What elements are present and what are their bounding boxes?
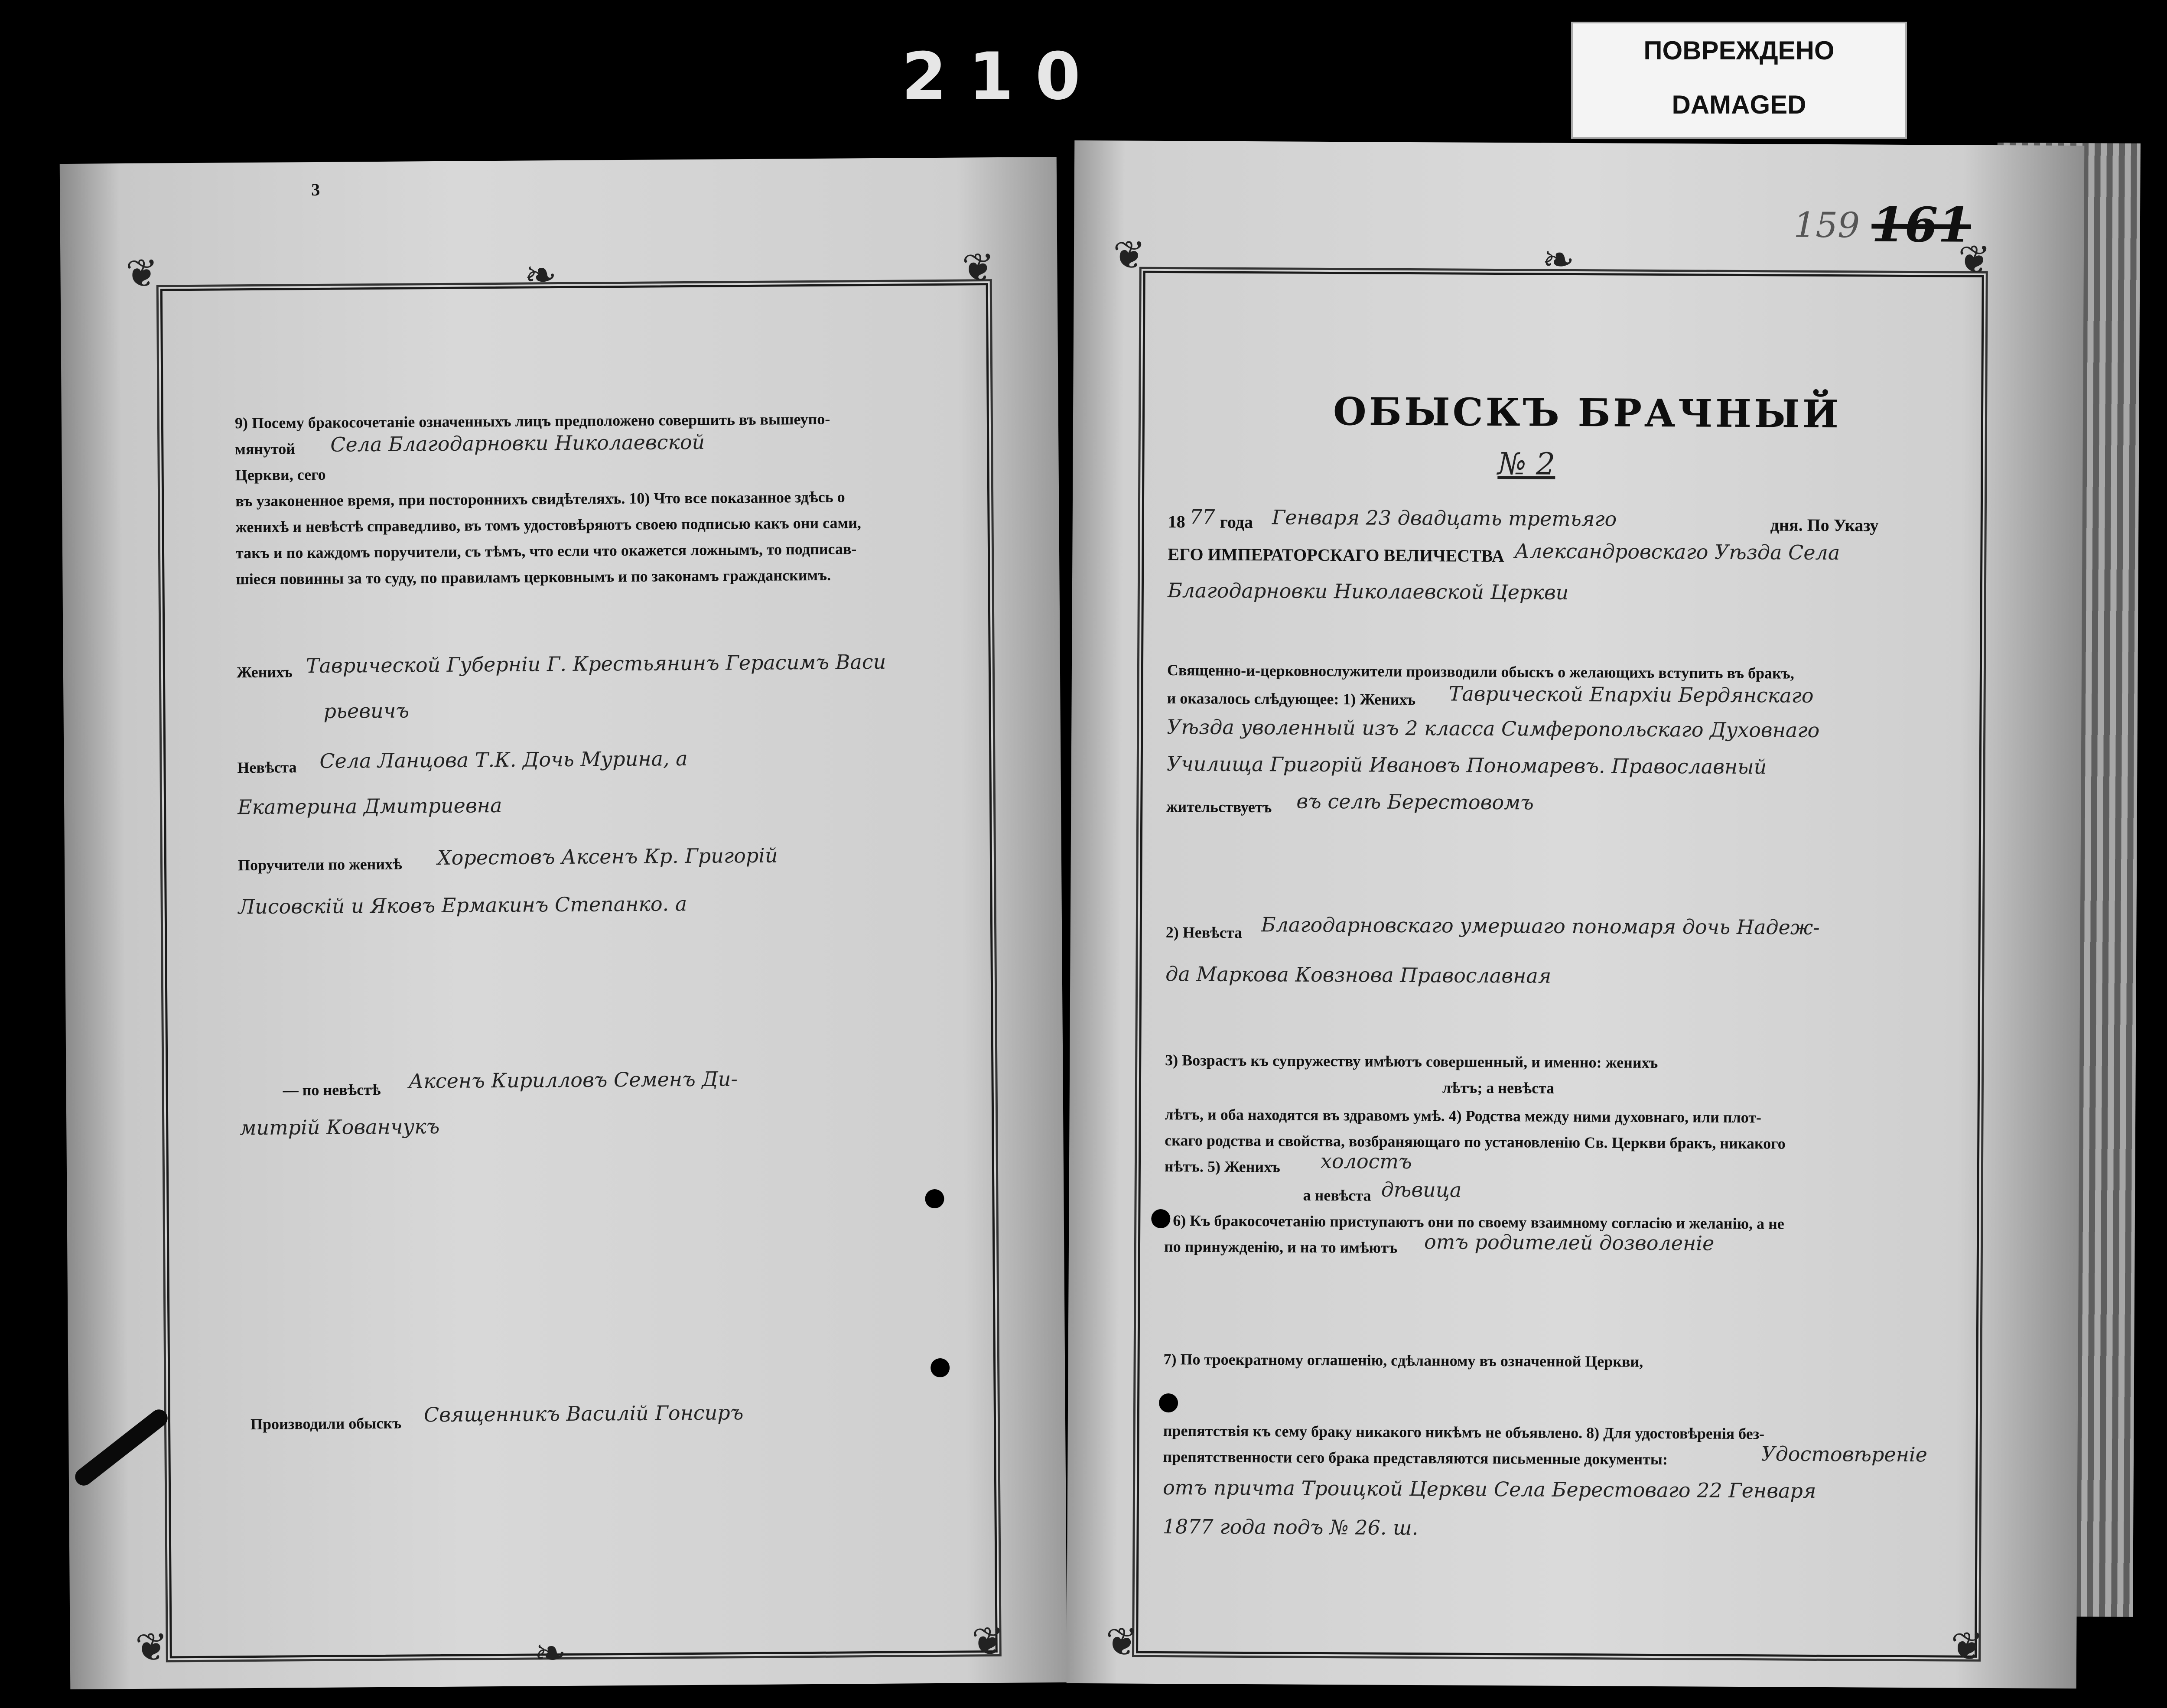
corner-ornament-icon: ❦: [125, 251, 159, 297]
guarantors-bride-handwritten: Аксенъ Кирилловъ Семенъ Ди-: [408, 1067, 738, 1093]
church-handwritten: Благодарновки Николаевской Церкви: [1167, 579, 1569, 604]
para9-line: Церкви, сего: [235, 465, 326, 484]
guarantors-groom-handwritten: Лисовскій и Яковъ Ермакинъ Степанко. а: [238, 892, 687, 919]
groom-handwritten: Училища Григорій Ивановъ Пономаревъ. Православный: [1166, 752, 1767, 779]
bride-handwritten: Села Ланцова Т.К. Дочь Мурина, а: [319, 746, 688, 773]
guarantors-groom-label: Поручители по женихѣ: [238, 855, 402, 874]
date-handwritten: Генваря 23 двадцать третьяго: [1272, 505, 1617, 531]
top-ornament-icon: ❧: [524, 252, 557, 298]
stamp-line-english: DAMAGED: [1672, 90, 1806, 119]
right-page: [1067, 140, 2085, 1688]
bride-label: Невѣста: [237, 758, 297, 777]
resides-label: жительствуетъ: [1166, 798, 1272, 816]
bride-handwritten: Благодарновскаго умершаго пономаря дочь Надеж-: [1261, 913, 1820, 939]
bride-status-handwritten: дѣвица: [1381, 1178, 1462, 1202]
stamp-line-russian: ПОВРЕЖДЕНО: [1643, 36, 1835, 65]
damaged-stamp: [1571, 22, 1907, 139]
corner-mark: 3: [311, 179, 320, 200]
church-handwritten: Александровскаго Уѣзда Села: [1514, 539, 1840, 565]
document-title: ОБЫСКЪ БРАЧНЫЙ: [1333, 389, 1842, 437]
corner-ornament-icon: ❦: [971, 1618, 1005, 1665]
date-label: года: [1220, 512, 1253, 532]
corner-ornament-icon: ❦: [1958, 237, 1991, 283]
folio-old: 159: [1793, 205, 1860, 246]
corner-ornament-icon: ❦: [135, 1624, 168, 1670]
top-ornament-icon: ❧: [1542, 237, 1575, 283]
para9-line: шіеся повинны за то суду, по правиламъ церковнымъ и по законамъ гражданскимъ.: [236, 566, 831, 588]
para9-line: въ узаконенное время, при постороннихъ свидѣтеляхъ. 10) Что все показанное здѣсь о: [235, 488, 845, 510]
bride-label: 2) Невѣста: [1165, 924, 1242, 941]
paragraph-8-line: препятствія къ сему браку никакого никѣмъ не объявлено. 8) Для удостовѣренія без-: [1163, 1422, 1765, 1443]
bottom-ornament-icon: ❧: [534, 1630, 567, 1676]
para9-line: мянутой: [235, 440, 296, 458]
documents-handwritten: отъ причта Троицкой Церкви Села Берестоваго 22 Генваря: [1162, 1476, 1816, 1503]
age-line: 3) Возрастъ къ супружеству имѣютъ совершенный, и именно: женихъ: [1165, 1051, 1658, 1072]
punch-hole: [1151, 1209, 1170, 1228]
groom-label: Женихъ: [236, 663, 293, 681]
guarantors-bride-label: — по невѣстѣ: [283, 1080, 381, 1099]
para9-line: женихѣ и невѣстѣ справедливо, въ томъ удостовѣряютъ своею подписью какъ они сами,: [235, 514, 861, 536]
clergy-line: и оказалось слѣдующее: 1) Женихъ: [1167, 690, 1416, 709]
groom-handwritten: Таврической Епархіи Бердянскаго: [1448, 682, 1814, 707]
punch-hole: [1159, 1393, 1178, 1412]
archive-sheet-number: 210: [901, 39, 1103, 114]
age-line: скаго родства и свойства, возбраняющаго по установленію Св. Церкви бракъ, никакого: [1165, 1132, 1786, 1152]
groom-handwritten: Таврической Губерніи Г. Крестьянинъ Герасимъ Васи: [306, 650, 886, 678]
paragraph-8-line: препятственности сего брака представляются письменные документы:: [1163, 1448, 1668, 1468]
age-line: а невѣста: [1303, 1186, 1371, 1204]
corner-ornament-icon: ❦: [1950, 1623, 1984, 1669]
groom-status-handwritten: холостъ: [1320, 1149, 1412, 1174]
consent-handwritten: отъ родителей дозволеніе: [1424, 1230, 1715, 1255]
date-year-handwritten: 77: [1189, 505, 1215, 529]
age-line: нѣтъ. 5) Женихъ: [1164, 1158, 1280, 1176]
left-page: [60, 157, 1067, 1689]
date-year-prefix: 18: [1168, 512, 1185, 532]
punch-hole: [925, 1189, 944, 1208]
corner-ornament-icon: ❦: [1105, 1619, 1139, 1665]
paragraph-7: 7) По троекратному оглашенію, сдѣланному въ означенной Церкви,: [1163, 1350, 1643, 1370]
para9-line: 9) Посему бракосочетаніе означенныхъ лицъ предположено совершить въ вышеупо-: [234, 410, 830, 432]
date-suffix: дня. По Указу: [1770, 515, 1879, 535]
age-line: лѣтъ, и оба находятся въ здравомъ умѣ. 4) Родства между ними духовнаго, или плот-: [1165, 1106, 1762, 1126]
resides-handwritten: въ селѣ Берестовомъ: [1296, 789, 1534, 814]
para9-line: такъ и по каждомъ поручители, съ тѣмъ, что если что окажется ложнымъ, то подписав-: [235, 540, 857, 562]
bride-handwritten: да Маркова Ковзнова Православная: [1165, 962, 1552, 988]
groom-handwritten: Уѣзда уволенный изъ 2 класса Симферопольскаго Духовнаго: [1167, 715, 1820, 742]
documents-handwritten: 1877 года подъ № 26. ш.: [1162, 1515, 1419, 1540]
imperial-label: ЕГО ИМПЕРАТОРСКАГО ВЕЛИЧЕСТВА: [1168, 544, 1504, 566]
documents-handwritten: Удостовѣреніе: [1761, 1442, 1928, 1467]
age-line: лѣтъ; а невѣста: [1442, 1079, 1555, 1097]
guarantors-groom-handwritten: Хорестовъ Аксенъ Кр. Григорій: [437, 843, 778, 870]
corner-ornament-icon: ❦: [1113, 232, 1146, 278]
age-line: 6) Къ бракосочетанію приступаютъ они по своему взаимному согласію и желанію, а не: [1173, 1212, 1784, 1233]
bride-handwritten: Екатерина Дмитриевна: [237, 793, 502, 819]
record-number: № 2: [1497, 446, 1555, 482]
age-line: по принужденію, и на то имѣютъ: [1164, 1238, 1398, 1256]
corner-ornament-icon: ❦: [962, 245, 995, 291]
folio-new: 161: [1871, 196, 1972, 253]
groom-handwritten: рьевичъ: [323, 699, 410, 723]
examiners-label: Производили обыскъ: [250, 1414, 402, 1433]
clergy-line: Священно-и-церковнослужители производили обыскъ о желающихъ вступить въ бракъ,: [1167, 661, 1794, 682]
guarantors-bride-handwritten: митрій Кованчукъ: [240, 1115, 440, 1140]
church-handwritten: Села Благодарновки Николаевской: [330, 430, 705, 456]
examiners-handwritten: Священникъ Василій Гонсиръ: [423, 1401, 744, 1427]
punch-hole: [931, 1358, 950, 1377]
